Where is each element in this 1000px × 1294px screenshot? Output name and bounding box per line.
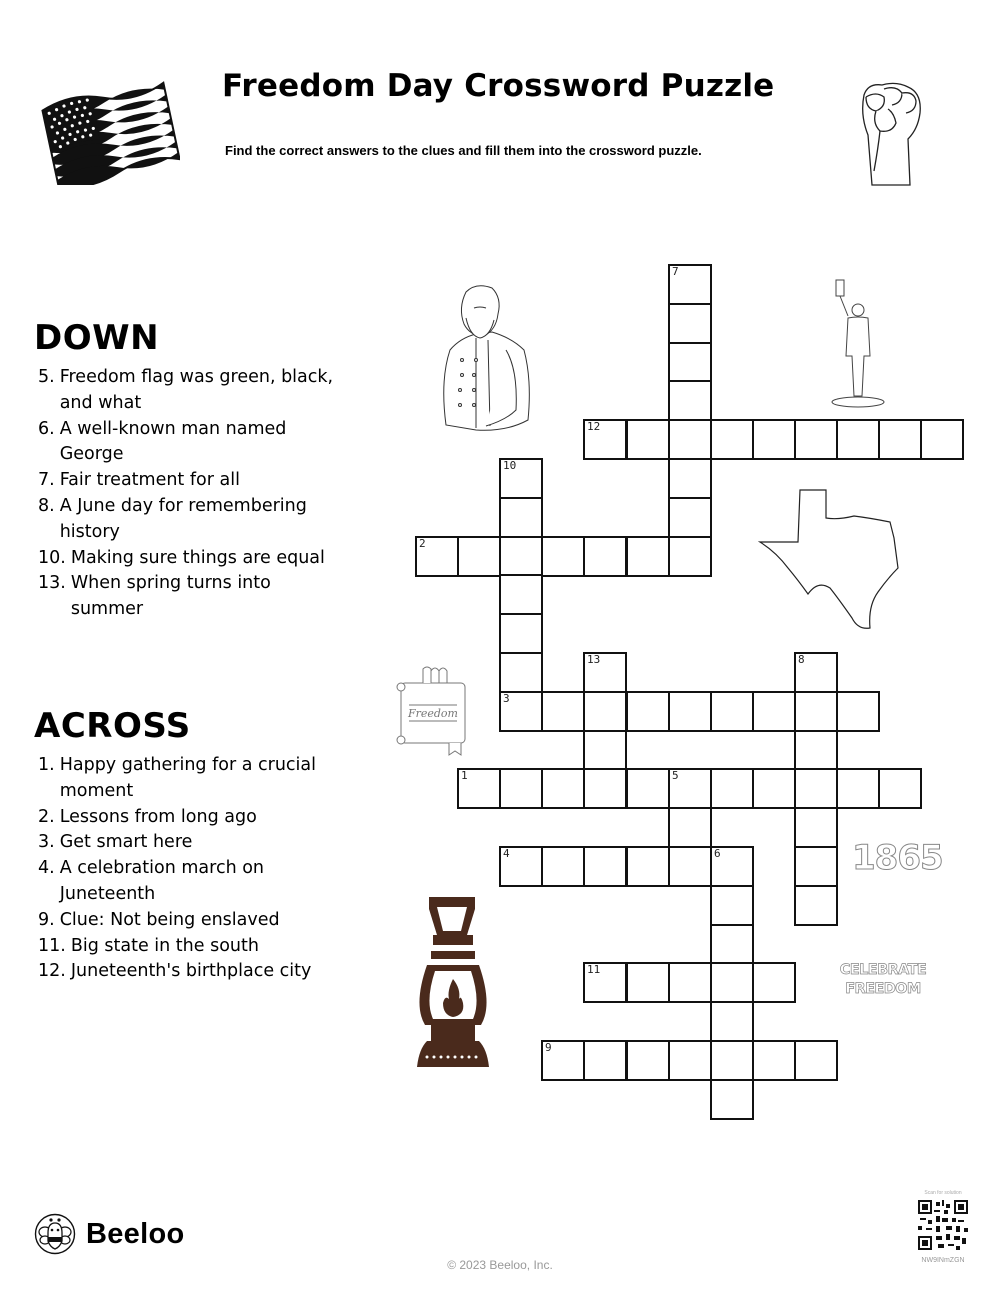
crossword-cell[interactable] <box>794 730 838 771</box>
clue-number: 4 <box>503 847 510 860</box>
crossword-cell[interactable] <box>878 419 922 460</box>
crossword-cell[interactable] <box>710 846 754 887</box>
crossword-cell[interactable] <box>794 768 838 809</box>
clue-number: 5 <box>672 769 679 782</box>
crossword-cell[interactable] <box>499 846 543 887</box>
crossword-cell[interactable] <box>668 807 712 848</box>
crossword-cell[interactable] <box>499 574 543 615</box>
crossword-cell[interactable] <box>668 497 712 538</box>
crossword-cell[interactable] <box>626 962 670 1003</box>
clue-number: 10 <box>503 459 517 472</box>
solution-qr[interactable] <box>912 1190 974 1264</box>
across-clue-list <box>38 753 338 985</box>
crossword-cell[interactable] <box>668 419 712 460</box>
down-clue: 6. A well-known man named George <box>38 418 287 465</box>
crossword-cell[interactable] <box>794 846 838 887</box>
across-clue: 2. Lessons from long ago <box>38 806 257 827</box>
crossword-cell[interactable] <box>583 1040 627 1081</box>
crossword-cell[interactable] <box>583 730 627 771</box>
crossword-cell[interactable] <box>626 846 670 887</box>
crossword-cell[interactable] <box>710 419 754 460</box>
crossword-cell[interactable] <box>668 536 712 577</box>
crossword-cell[interactable] <box>583 846 627 887</box>
down-clue: 8. A June day for remembering history <box>38 495 307 542</box>
crossword-cell[interactable] <box>541 846 585 887</box>
crossword-cell[interactable] <box>499 497 543 538</box>
crossword-cell[interactable] <box>668 691 712 732</box>
crossword-cell[interactable] <box>499 768 543 809</box>
across-clue: 4. A celebration march on Juneteenth <box>38 858 265 904</box>
crossword-cell[interactable] <box>710 691 754 732</box>
crossword-cell[interactable] <box>794 652 838 693</box>
clue-number: 9 <box>545 1041 552 1054</box>
clue-number: 1 <box>461 769 468 782</box>
crossword-cell[interactable] <box>626 536 670 577</box>
general-portrait <box>436 280 532 435</box>
crossword-cell[interactable] <box>836 691 880 732</box>
crossword-cell[interactable] <box>710 1001 754 1042</box>
clue-number: 12 <box>587 420 601 433</box>
crossword-cell[interactable] <box>668 380 712 421</box>
crossword-cell[interactable] <box>583 652 627 693</box>
crossword-cell[interactable] <box>626 419 670 460</box>
crossword-cell[interactable] <box>836 419 880 460</box>
crossword-cell[interactable] <box>499 613 543 654</box>
crossword-cell[interactable] <box>794 807 838 848</box>
clue-number: 11 <box>587 963 601 976</box>
crossword-cell[interactable] <box>541 691 585 732</box>
crossword-cell[interactable] <box>710 924 754 965</box>
copyright: © 2023 Beeloo, Inc. <box>447 1258 553 1272</box>
crossword-cell[interactable] <box>499 458 543 499</box>
crossword-cell[interactable] <box>583 536 627 577</box>
across-heading: ACROSS <box>34 706 191 746</box>
crossword-cell[interactable] <box>541 536 585 577</box>
brand-name: Beeloo <box>86 1217 185 1250</box>
down-clue: 5. Freedom flag was green, black, and what <box>38 367 334 413</box>
crossword-cell[interactable] <box>710 962 754 1003</box>
crossword-cell[interactable] <box>626 768 670 809</box>
crossword-cell[interactable] <box>626 691 670 732</box>
crossword-cell[interactable] <box>668 962 712 1003</box>
year-1865-graphic: 1865 <box>852 838 943 878</box>
lantern-icon <box>417 895 497 1075</box>
crossword-cell[interactable] <box>668 768 712 809</box>
across-clue: 11. Big state in the south <box>38 935 259 956</box>
crossword-cell[interactable] <box>794 419 838 460</box>
instructions: Find the correct answers to the clues and fill them into the crossword puzzle. <box>225 143 702 158</box>
down-clue: 10. Making sure things are equal <box>38 547 325 568</box>
crossword-cell[interactable] <box>668 303 712 344</box>
crossword-cell[interactable] <box>668 458 712 499</box>
crossword-cell[interactable] <box>668 1040 712 1081</box>
down-clue: 7. Fair treatment for all <box>38 470 240 491</box>
crossword-cell[interactable] <box>752 419 796 460</box>
crossword-cell[interactable] <box>878 768 922 809</box>
crossword-cell[interactable] <box>794 885 838 926</box>
clue-number: 7 <box>672 265 679 278</box>
crossword-cell[interactable] <box>583 419 627 460</box>
crossword-cell[interactable] <box>668 342 712 383</box>
clue-number: 2 <box>419 537 426 550</box>
crossword-cell[interactable] <box>920 419 964 460</box>
svg-text:Freedom: Freedom <box>407 707 459 720</box>
qr-code-id: NW9INmZGN <box>921 1257 965 1264</box>
crossword-cell[interactable] <box>541 768 585 809</box>
crossword-cell[interactable] <box>499 536 543 577</box>
qr-code-icon[interactable] <box>918 1200 968 1250</box>
bee-logo-icon <box>34 1213 76 1255</box>
crossword-cell[interactable] <box>583 768 627 809</box>
crossword-cell[interactable] <box>583 691 627 732</box>
crossword-cell[interactable] <box>457 768 501 809</box>
crossword-cell[interactable] <box>752 962 796 1003</box>
us-flag-icon <box>40 75 180 185</box>
crossword-cell[interactable] <box>668 846 712 887</box>
crossword-cell[interactable] <box>794 691 838 732</box>
page-title: Freedom Day Crossword Puzzle <box>222 68 775 104</box>
statue-figure <box>828 276 890 411</box>
crossword-cell[interactable] <box>626 1040 670 1081</box>
crossword-cell[interactable] <box>499 652 543 693</box>
down-clue-list <box>38 365 338 623</box>
down-heading: DOWN <box>34 318 160 358</box>
freedom-scroll <box>395 665 477 757</box>
across-clue: 3. Get smart here <box>38 832 193 853</box>
crossword-cell[interactable] <box>541 1040 585 1081</box>
crossword-cell[interactable] <box>710 768 754 809</box>
crossword-cell[interactable] <box>415 536 459 577</box>
crossword-cell[interactable] <box>836 768 880 809</box>
crossword-cell[interactable] <box>710 885 754 926</box>
crossword-cell[interactable] <box>583 962 627 1003</box>
crossword-cell[interactable] <box>794 1040 838 1081</box>
qr-label: Scan for solution <box>924 1190 962 1196</box>
crossword-cell[interactable] <box>752 1040 796 1081</box>
clue-number: 13 <box>587 653 601 666</box>
crossword-cell[interactable] <box>668 264 712 305</box>
clue-number: 3 <box>503 692 510 705</box>
across-clue: 12. Juneteenth's birthplace city <box>38 961 312 982</box>
crossword-cell[interactable] <box>457 536 501 577</box>
clue-number: 6 <box>714 847 721 860</box>
texas-map <box>758 488 910 633</box>
crossword-cell[interactable] <box>710 1040 754 1081</box>
clue-number: 8 <box>798 653 805 666</box>
down-clue: 13. When spring turns into summer <box>38 573 271 620</box>
across-clue: 1. Happy gathering for a crucial moment <box>38 755 316 801</box>
beeloo-logo <box>34 1213 185 1255</box>
celebrate-freedom-graphic: CELEBRATE FREEDOM <box>839 962 927 997</box>
raised-fist-icon <box>850 75 925 190</box>
crossword-cell[interactable] <box>752 691 796 732</box>
across-clue: 9. Clue: Not being enslaved <box>38 909 280 930</box>
crossword-cell[interactable] <box>710 1079 754 1120</box>
crossword-cell[interactable] <box>499 691 543 732</box>
crossword-cell[interactable] <box>752 768 796 809</box>
